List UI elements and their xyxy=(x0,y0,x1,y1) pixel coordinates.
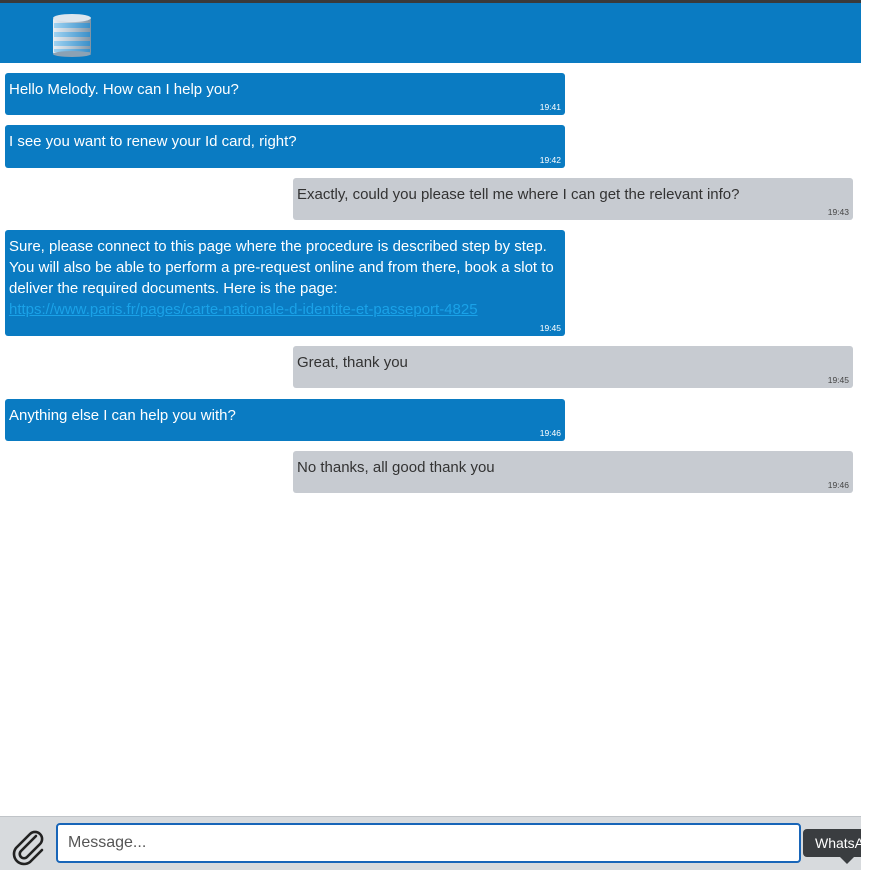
message-bubble-user xyxy=(293,346,853,388)
message-bubble-agent xyxy=(5,399,565,441)
message-text: Exactly, could you please tell me where I can get the relevant info? xyxy=(297,186,740,203)
message-bubble-user xyxy=(293,178,853,220)
message-bubble-agent xyxy=(5,73,565,115)
message-timestamp: 19:46 xyxy=(827,480,849,490)
message-bubble-agent xyxy=(5,230,565,336)
whatsapp-tooltip-label: WhatsApp xyxy=(815,835,880,851)
message-timestamp: 19:42 xyxy=(539,155,561,165)
message-timestamp: 19:43 xyxy=(827,207,849,217)
message-input[interactable] xyxy=(56,823,801,863)
message-text: No thanks, all good thank you xyxy=(297,459,495,476)
chat-header xyxy=(0,3,861,63)
message-text: Great, thank you xyxy=(297,354,408,371)
tooltip-arrow xyxy=(840,857,854,864)
message-bubble-user xyxy=(293,451,853,493)
message-text: Hello Melody. How can I help you? xyxy=(9,81,239,98)
message-timestamp: 19:41 xyxy=(539,102,561,112)
message-timestamp: 19:45 xyxy=(827,375,849,385)
paperclip-icon[interactable] xyxy=(7,824,47,864)
composer-bar xyxy=(0,816,880,870)
message-text: I see you want to renew your Id card, right? xyxy=(9,133,297,150)
building-icon xyxy=(50,12,94,58)
message-bubble-agent xyxy=(5,125,565,168)
message-timestamp: 19:45 xyxy=(539,323,561,333)
message-text: Anything else I can help you with? xyxy=(9,407,236,424)
procedure-link[interactable]: https://www.paris.fr/pages/carte-nationale-d-identite-et-passeport-4825 xyxy=(9,301,478,318)
message-text: Sure, please connect to this page where the procedure is described step by step. You will also be able to perform a pre-request online and from there, book a slot to deliver the required documents. Here is the page: xyxy=(9,238,558,297)
whatsapp-tooltip[interactable] xyxy=(803,829,880,857)
message-list[interactable] xyxy=(0,63,861,816)
message-timestamp: 19:46 xyxy=(539,428,561,438)
